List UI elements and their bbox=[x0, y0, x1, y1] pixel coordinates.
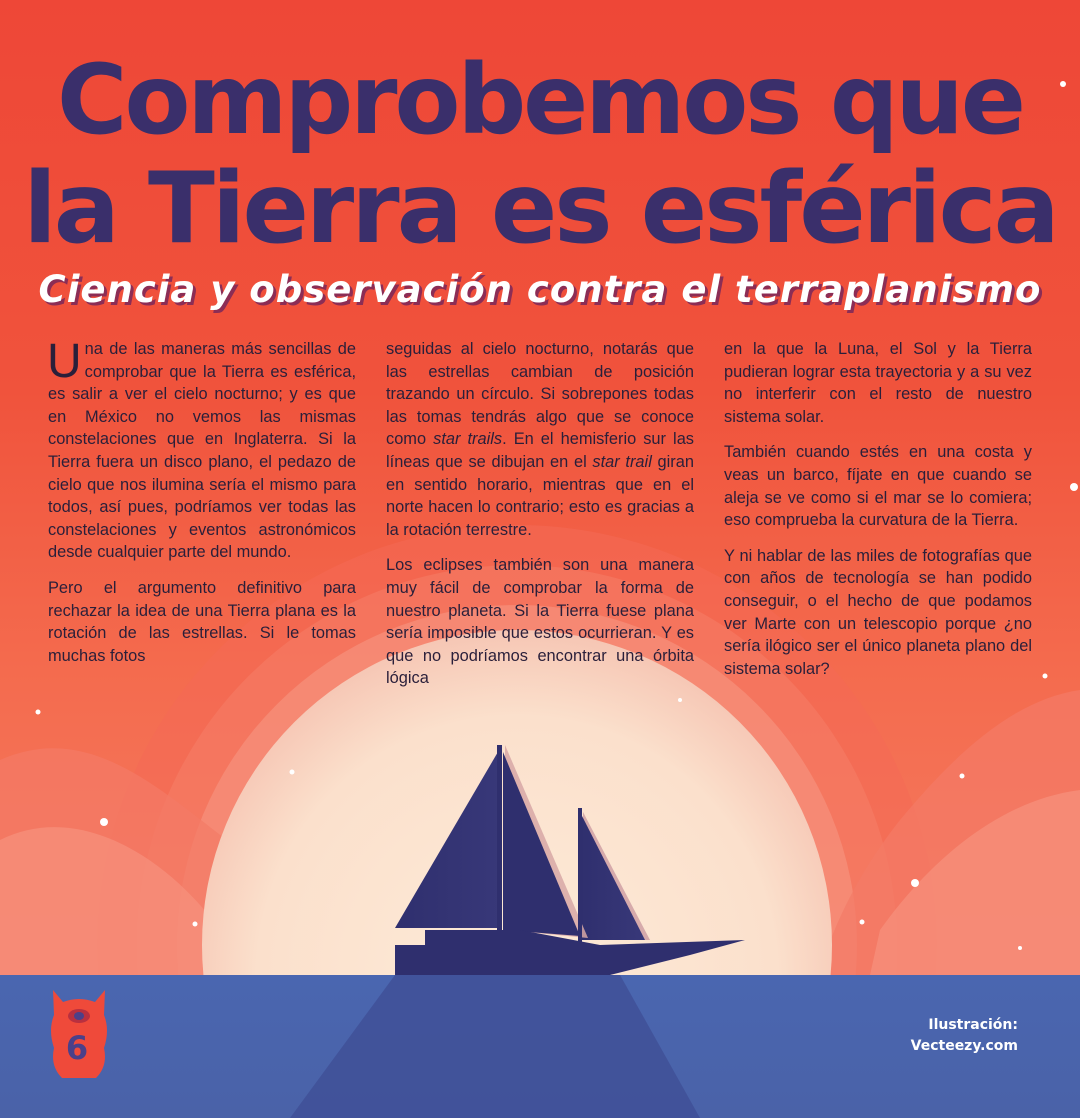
drop-cap: U bbox=[47, 335, 82, 388]
article-body bbox=[47, 335, 1032, 688]
page-title-line-1: Comprobemos que bbox=[57, 44, 1023, 156]
paragraph: Los eclipses también son una manera muy fácil de comprobar la forma de nuestro planeta. Si la Tierra fuese plana sería imposible que estos ocurrieran. Y es que no podríamos encontrar una órbita lógica bbox=[386, 556, 694, 688]
article-column-1 bbox=[47, 335, 356, 680]
article-column-2 bbox=[386, 338, 694, 703]
paragraph: Pero el argumento definitivo para rechazar la idea de una Tierra plana es la rotación de las estrellas. Si le tomas muchas fotos bbox=[48, 578, 356, 665]
paragraph: Y ni hablar de las miles de fotografías que con años de tecnología se han podido conseguir, o el hecho de que podamos ver Marte con un telescopio porque ¿no sería ilógico ser el único planeta plano del sistema solar? bbox=[724, 546, 1032, 678]
paragraph-text: . En el hemisferio sur las líneas que se dibujan en el bbox=[386, 430, 694, 471]
paragraph: en la que la Luna, el Sol y la Tierra pudieran lograr esta trayectoria y a su vez no interferir con el resto de nuestro sistema solar. bbox=[724, 340, 1032, 426]
italic-term: star trails bbox=[433, 430, 503, 449]
italic-term: star trail bbox=[592, 452, 652, 471]
paragraph bbox=[47, 335, 356, 564]
paragraph: También cuando estés en una costa y veas un barco, fíjate en que cuando se aleja se ve como si el mar se lo comiera; eso comprueba la curvatura de la Tierra. bbox=[724, 443, 1032, 530]
paragraph bbox=[386, 338, 694, 541]
paragraph-text: giran en sentido horario, mientras que en el norte hacen lo contrario; esto es gracias a la rotación terrestre. bbox=[386, 452, 694, 539]
paragraph-text: seguidas al cielo nocturno, notarás que las estrellas cambian de posición trazando un círculo. Si sobrepones todas las tomas tendrás algo que se conoce como bbox=[386, 340, 694, 449]
article-column-3 bbox=[724, 338, 1032, 693]
page-title-line-2: la Tierra es esférica bbox=[23, 152, 1057, 266]
page-number: 6 bbox=[65, 1029, 89, 1067]
credit-label: Ilustración: bbox=[928, 1017, 1018, 1033]
illustration-credit bbox=[911, 1015, 1018, 1057]
credit-source: Vecteezy.com bbox=[910, 1038, 1018, 1054]
paragraph-text: na de las maneras más sencillas de comprobar que la Tierra es esférica, es salir a ver el cielo nocturno; y es que en México no vemos las mismas constelaciones que en Inglaterra. Si la Tierra fuera un disco plano, el pedazo de cielo que nos ilumina sería el mismo para todos, así pues, podríamos ver todas las constelaciones y eventos astronómicos desde cualquier parte del mundo. bbox=[48, 340, 356, 562]
page-subtitle: Ciencia y observación contra el terraplanismo bbox=[38, 268, 1042, 311]
